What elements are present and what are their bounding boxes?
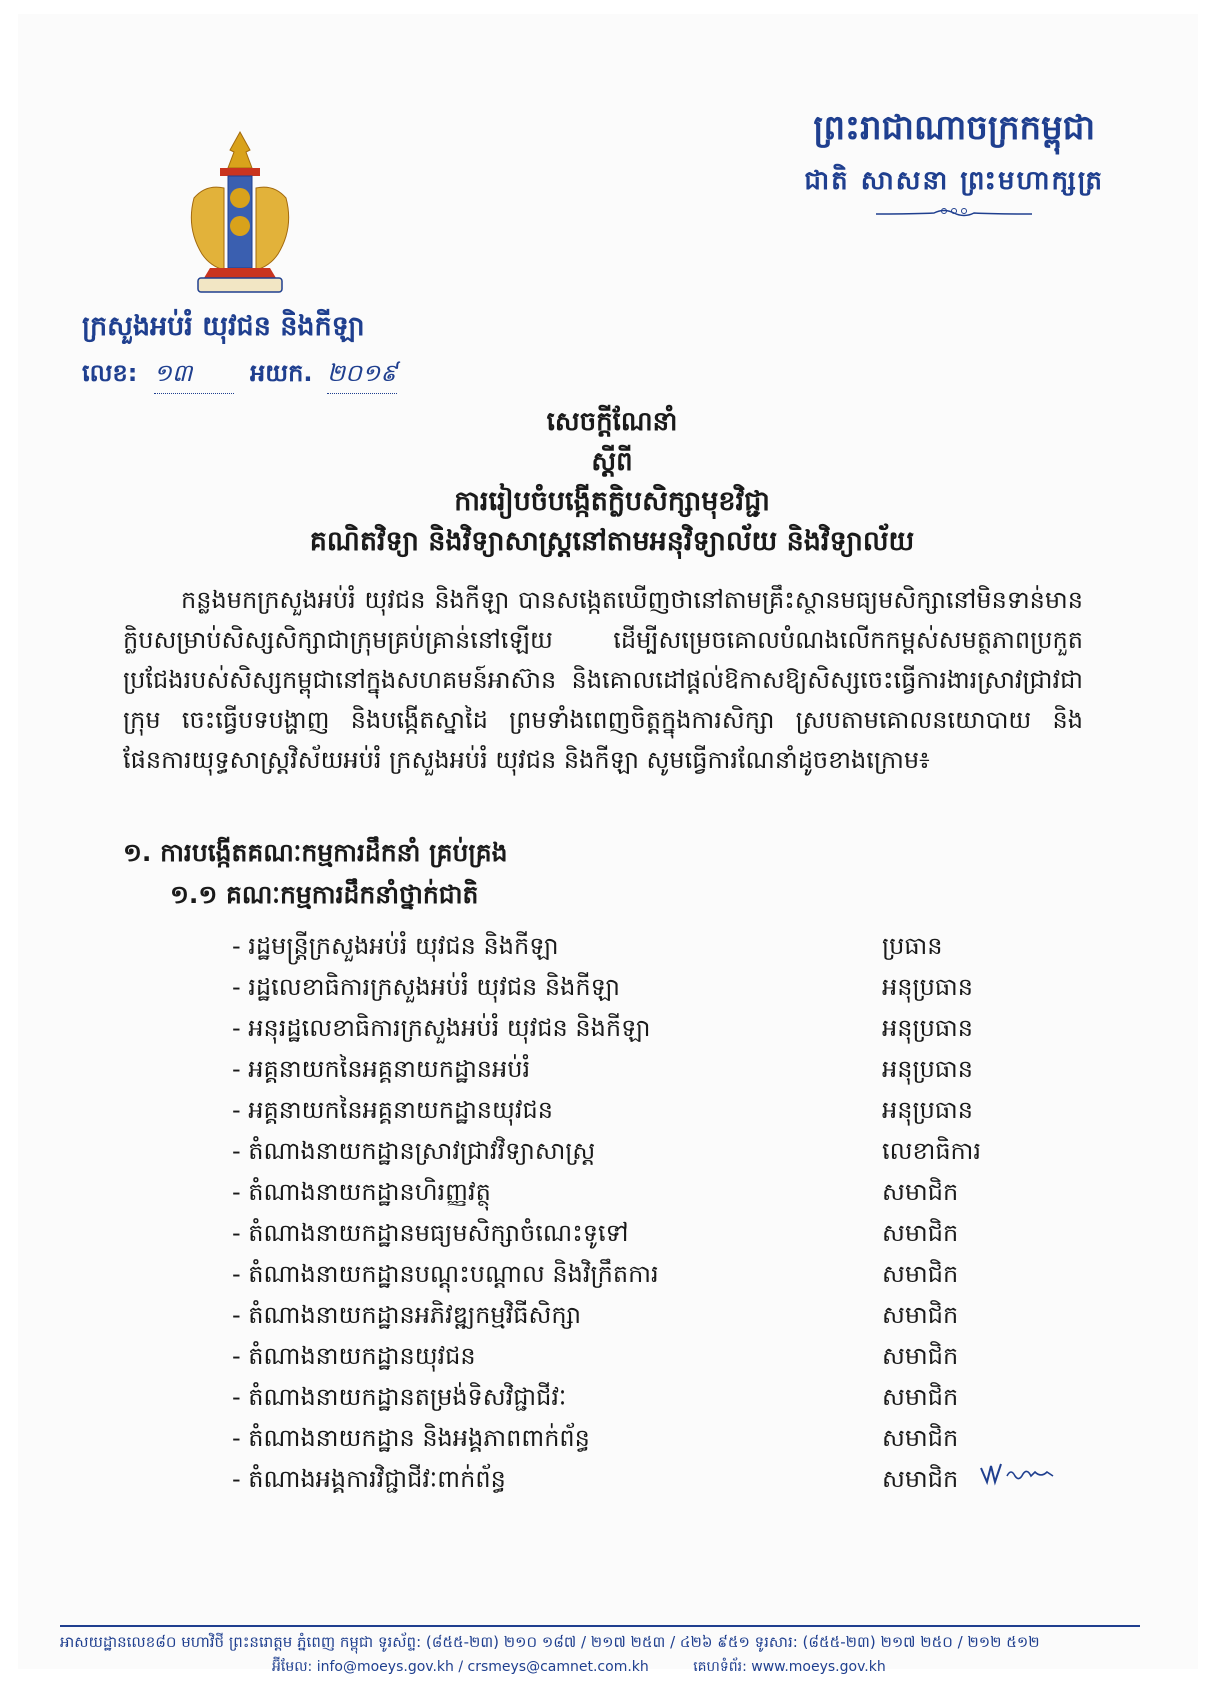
member-role: សមាជិក xyxy=(882,1178,959,1206)
ministry-emblem-icon xyxy=(180,128,300,298)
list-item xyxy=(232,1420,1052,1461)
list-item xyxy=(232,928,1052,969)
title-line-3: ការរៀបចំបង្កើតក្លិបសិក្សាមុខវិជ្ជា xyxy=(454,486,770,517)
document-footer xyxy=(60,1625,1140,1678)
member-role xyxy=(882,1464,1052,1499)
reference-number xyxy=(82,358,397,394)
member-role: សមាជិក xyxy=(882,1301,959,1329)
list-item xyxy=(232,1297,1052,1338)
member-position: - តំណាងនាយកដ្ឋានស្រាវជ្រាវវិទ្យាសាស្ត្រ xyxy=(232,1137,596,1165)
member-position: - រដ្ឋមន្ត្រីក្រសួងអប់រំ យុវជន និងកីឡា xyxy=(232,932,559,960)
section-heading-1-1: ១.១ គណៈកម្មការដឹកនាំថ្នាក់ជាតិ xyxy=(170,880,479,909)
member-role-text: សមាជិក xyxy=(882,1465,959,1493)
list-item xyxy=(232,1051,1052,1092)
member-role: អនុប្រធាន xyxy=(882,1096,973,1124)
list-item xyxy=(232,1338,1052,1379)
ornament-divider-icon xyxy=(874,206,1034,220)
list-item xyxy=(232,1215,1052,1256)
committee-member-list xyxy=(232,928,1052,1502)
list-item xyxy=(232,1133,1052,1174)
member-position: - អគ្គនាយកនៃអគ្គនាយកដ្ឋានអប់រំ xyxy=(232,1055,531,1083)
list-item xyxy=(232,1174,1052,1215)
list-item xyxy=(232,1092,1052,1133)
list-item xyxy=(232,1379,1052,1420)
member-position: - រដ្ឋលេខាធិការក្រសួងអប់រំ យុវជន និងកីឡា xyxy=(232,973,620,1001)
footer-email: អ៊ីមែល: info@moeys.gov.kh / crsmeys@camnet.com.kh xyxy=(272,1659,649,1675)
member-position: - អគ្គនាយកនៃអគ្គនាយកដ្ឋានយុវជន xyxy=(232,1096,553,1124)
section-heading-1: ១. ការបង្កើតគណៈកម្មការដឹកនាំ គ្រប់គ្រង xyxy=(123,838,508,867)
member-position: - តំណាងនាយកដ្ឋានហិរញ្ញវត្ថុ xyxy=(232,1178,491,1206)
member-role: សមាជិក xyxy=(882,1383,959,1411)
footer-website: គេហទំព័រ: www.moeys.gov.kh xyxy=(693,1659,886,1675)
member-role: សមាជិក xyxy=(882,1260,959,1288)
list-item xyxy=(232,1256,1052,1297)
member-position: - តំណាងនាយកដ្ឋានបណ្តុះបណ្តាល និងវិក្រឹតការ xyxy=(232,1260,659,1288)
document-title xyxy=(0,402,1224,562)
member-position: - តំណាងនាយកដ្ឋាន និងអង្គភាពពាក់ព័ន្ធ xyxy=(232,1424,590,1452)
footer-address: អាសយដ្ឋានលេខ៨០ មហាវិថី ព្រះនរោត្តម ភ្នំពេញ កម្ពុជា ទូរស័ព្ទ: (៨៥៥-២៣) ២១០ ១៨៧ / ២១៧ ២៥៣ / ៤២៦ ៩៥១ ទូរសារ: (៨៥៥-២៣) ២១៧ ២៥០ / ២១២ ៥១២ xyxy=(60,1633,1040,1651)
initials-signature-icon xyxy=(977,1458,1057,1488)
member-role: លេខាធិការ xyxy=(882,1137,982,1165)
kingdom-header xyxy=(804,106,1104,224)
member-position: - អនុរដ្ឋលេខាធិការក្រសួងអប់រំ យុវជន និងកីឡា xyxy=(232,1014,651,1042)
national-motto: ជាតិ សាសនា ព្រះមហាក្សត្រ xyxy=(804,166,1104,196)
member-role: សមាជិក xyxy=(882,1219,959,1247)
reference-year: ២០១៩ xyxy=(327,358,397,394)
member-position: - តំណាងនាយកដ្ឋានអភិវឌ្ឍកម្មវិធីសិក្សា xyxy=(232,1301,581,1329)
member-position: - តំណាងអង្គការវិជ្ជាជីវៈពាក់ព័ន្ធ xyxy=(232,1465,506,1493)
title-line-2: ស្តីពី xyxy=(591,447,633,477)
footer-contacts xyxy=(272,1657,1140,1678)
member-role: ប្រធាន xyxy=(882,932,943,960)
member-position: - តំណាងនាយកដ្ឋានមធ្យមសិក្សាចំណេះទូទៅ xyxy=(232,1219,629,1247)
member-position: - តំណាងនាយកដ្ឋានតម្រង់ទិសវិជ្ជាជីវៈ xyxy=(232,1383,567,1411)
member-role: អនុប្រធាន xyxy=(882,1014,973,1042)
member-role: អនុប្រធាន xyxy=(882,973,973,1001)
list-item xyxy=(232,1010,1052,1051)
body-paragraph xyxy=(123,580,1083,780)
list-item xyxy=(232,1461,1052,1502)
member-position: - តំណាងនាយកដ្ឋានយុវជន xyxy=(232,1342,476,1370)
reference-number-value: ១៣ xyxy=(154,358,234,394)
title-line-1: សេចក្តីណែនាំ xyxy=(546,407,678,437)
list-item xyxy=(232,969,1052,1010)
reference-code: អយក. xyxy=(250,359,313,387)
member-role: សមាជិក xyxy=(882,1342,959,1370)
ministry-name: ក្រសួងអប់រំ យុវជន និងកីឡា xyxy=(82,311,365,342)
member-role: សមាជិក xyxy=(882,1424,959,1452)
title-line-4: គណិតវិទ្យា និងវិទ្យាសាស្ត្រនៅតាមអនុវិទ្យាល័យ និងវិទ្យាល័យ xyxy=(309,526,915,557)
kingdom-name: ព្រះរាជាណាចក្រកម្ពុជា xyxy=(813,108,1096,148)
member-role: អនុប្រធាន xyxy=(882,1055,973,1083)
body-paragraph-text: កន្លងមកក្រសួងអប់រំ យុវជន និងកីឡា បានសង្កេតឃើញថានៅតាមគ្រឹះស្ថានមធ្យមសិក្សានៅមិនទាន់មានក្លិបសម្រាប់សិស្សសិក្សាជាក្រុមគ្រប់គ្រាន់នៅឡើយ ដើម្បីសម្រេចគោលបំណងលើកកម្ពស់សមត្ថភាពប្រកួតប្រជែងរបស់សិស្សកម្ពុជានៅក្នុងសហគមន៍អាស៊ាន និងគោលដៅផ្តល់ឱកាសឱ្យសិស្សចេះធ្វើការងារស្រាវជ្រាវជាក្រុម ចេះធ្វើបទបង្ហាញ និងបង្កើតស្នាដៃ ព្រមទាំងពេញចិត្តក្នុងការសិក្សា ស្របតាមគោលនយោបាយ និងផែនការយុទ្ធសាស្ត្រវិស័យអប់រំ ក្រសួងអប់រំ យុវជន និងកីឡា សូមធ្វើការណែនាំដូចខាងក្រោម៖ xyxy=(123,586,1083,774)
reference-label: លេខ: xyxy=(82,359,138,387)
